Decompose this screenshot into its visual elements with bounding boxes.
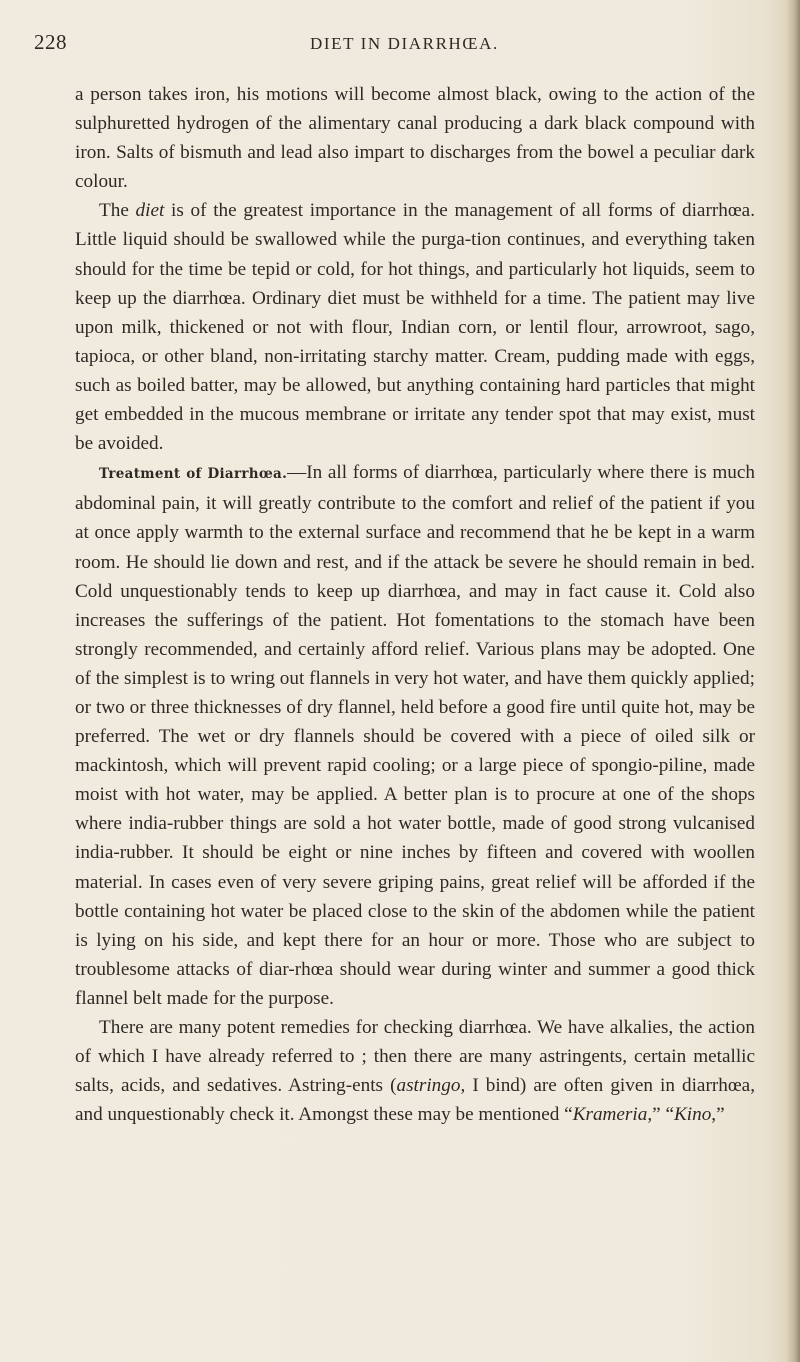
paragraph-4-text-b: , I bind) are often given in diarrhœa, and unquestionably check it. Amongst these may be mentioned “: [75, 1075, 755, 1126]
paragraph-3: [75, 458, 755, 1013]
body-text: [75, 80, 755, 1129]
diet-emphasis: diet: [135, 200, 165, 222]
astringo-term: astringo: [396, 1075, 461, 1097]
paragraph-2: [75, 196, 755, 458]
paragraph-3-text: —In all forms of diarrhœa, particularly where there is much abdominal pain, it will greatly contribute to the comfort and relief of the patient if you at once apply warmth to the external surface and recommend that he be kept in a warm room. He should lie down and rest, and if the attack be severe he should remain in bed. Cold unquestionably tends to keep up diarrhœa, and may in fact cause it. Cold also increases the sufferings of the patient. Hot fomentations to the stomach have been strongly recommended, and certainly afford relief. Various plans may be adopted. One of the simplest is to wring out flannels in very hot water, and have them quickly applied; or two or three thicknesses of dry flannel, held before a good fire until quite hot, may be preferred. The wet or dry flannels should be covered with a piece of oiled silk or mackintosh, which will prevent rapid cooling; or a large piece of spongio-piline, made moist with hot water, may be applied. A better plan is to procure at one of the shops where india-rubber things are sold a hot water bottle, made of good strong vulcanised india-rubber. It should be eight or nine inches by fifteen and covered with woollen material. In cases even of very severe griping pains, great relief will be afforded if the bottle containing hot water be placed close to the skin of the abdomen while the patient is lying on his side, and kept there for an hour or more. Those who are subject to troublesome attacks of diar-rhœa should wear during winter and summer a good thick flannel belt made for the purpose.: [75, 462, 755, 1009]
page-edge-shadow: [786, 0, 800, 1362]
section-heading: Treatment of Diarrhœa.: [99, 466, 288, 483]
paragraph-4-text-a: There are many potent remedies for checking diarrhœa. We have alkalies, the action of which I have already referred to ; then there are many astringents, certain metallic salts, acids, and sedatives. Astring-ents (: [75, 1017, 755, 1097]
page-number: 228: [34, 30, 67, 54]
paragraph-1-text: a person takes iron, his motions will become almost black, owing to the action of the sulphuretted hydrogen of the alimentary canal producing a dark black compound with iron. Salts of bismuth and lead also impart to discharges from the bowel a peculiar dark colour.: [75, 84, 755, 193]
paragraph-2-text: is of the greatest importance in the management of all forms of diarrhœa. Little liquid should be swallowed while the purga-tion continues, and everything taken should for the time be tepid or cold, for hot things, and particularly hot liquids, seem to keep up the diarrhœa. Ordinary diet must be withheld for a time. The patient may live upon milk, thickened or not with flour, Indian corn, or lentil flour, arrowroot, sago, tapioca, or other bland, non-irritating starchy matter. Cream, pudding made with eggs, such as boiled batter, may be allowed, but anything containing hard particles that might get embedded in the mucous membrane or irritate any tender spot that may exist, must be avoided.: [75, 200, 755, 455]
kino-term: Kino: [673, 1104, 712, 1126]
paragraph-1: [75, 80, 755, 196]
running-head: DIET IN DIARRHŒA.: [310, 34, 499, 53]
paragraph-4-text-c: ,” “: [647, 1104, 674, 1126]
krameria-term: Krameria: [572, 1104, 648, 1126]
page-header: [0, 30, 800, 60]
paragraph-4-text-d: ,”: [711, 1104, 725, 1126]
paragraph-2-start: The: [99, 200, 136, 222]
paragraph-4: [75, 1013, 755, 1129]
